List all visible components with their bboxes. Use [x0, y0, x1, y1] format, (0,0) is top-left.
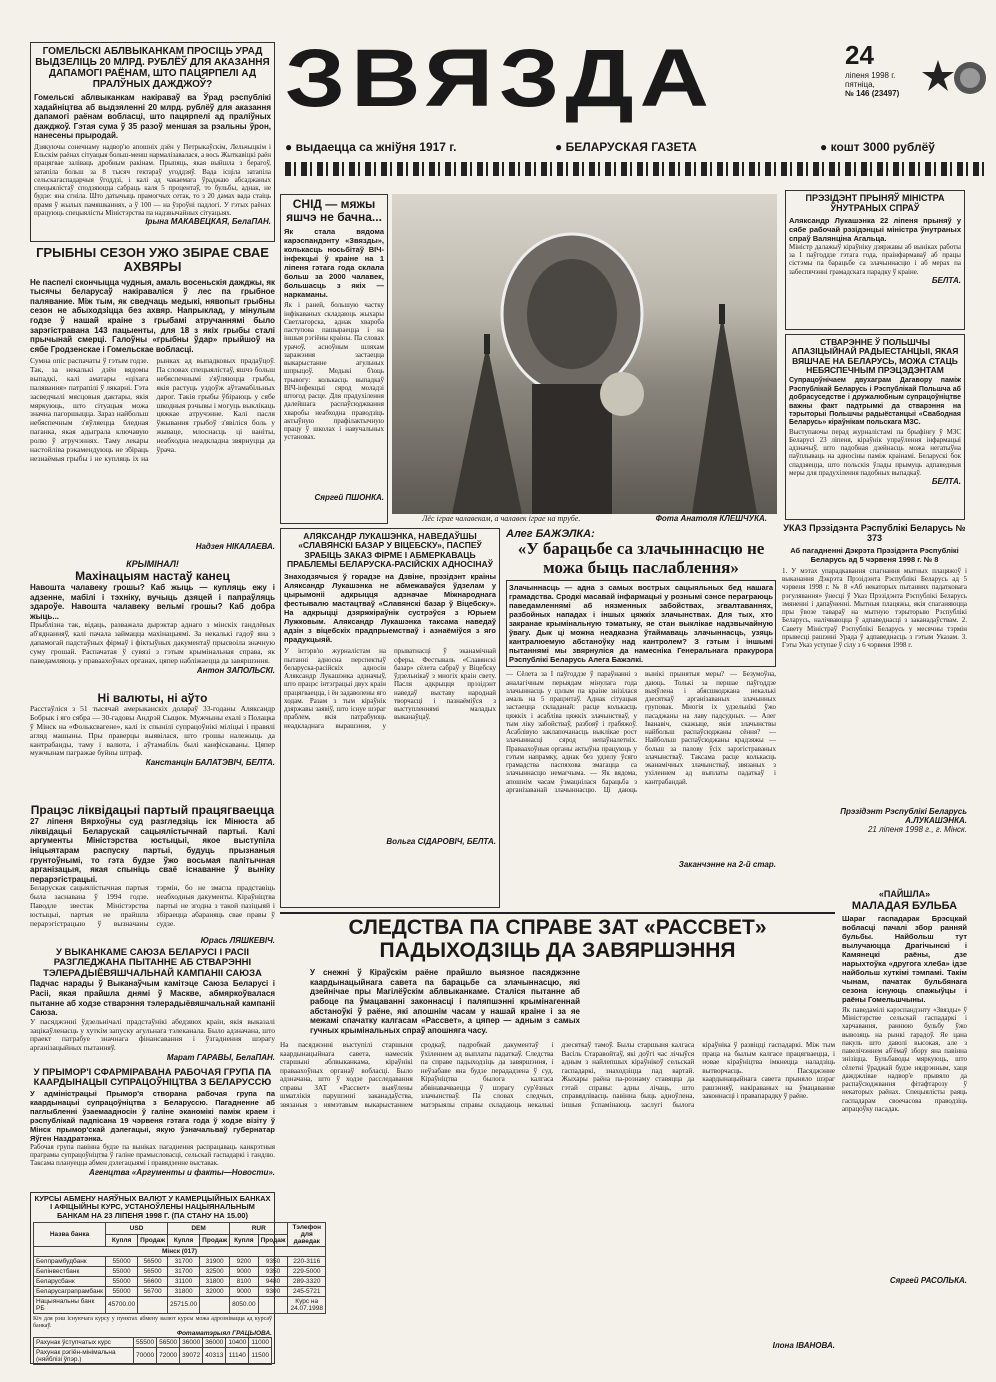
rates-summary-cell: 10400 — [226, 1337, 249, 1347]
party-body: Беларуская сацыялістычная партыя была заснавана ў 1994 годзе. Паводле звестак Міністэрства юстыцыі, партыя не прайшла перарэгістрацыю ў вызначаны тэрмін, бо не змагла прадставіць неабходныя дакументы. Кіраўніцтва партыі не згодна з такой пазіцыяй і збіраецца абараняць свае правы ў судзе. — [30, 883, 275, 928]
rates-cell: 9000 — [230, 1266, 259, 1276]
bazaar-article — [280, 528, 500, 908]
poland-headline: СТВАРЭННЕ Ў ПОЛЬШЧЫ АПАЗІЦЫЙНАЙ РАДЫЕСТАНЦЫІ, ЯКАЯ ВЯШЧАЕ НА БЕЛАРУСЬ, МОЖА СТАЦЬ НЕБЯСПЕЧНЫМ ПРЭЦЭДЭНТАМ — [791, 337, 959, 376]
rates-cell: 55000 — [106, 1266, 138, 1276]
masthead-logo: ЗВЯЗДА — [285, 32, 715, 124]
masthead-strip — [285, 140, 985, 158]
poland-article — [785, 334, 965, 520]
top-left-author: Ірына МАКАВЕЦКАЯ, БелаПАН. — [145, 217, 271, 227]
crime-body: Прыблізна так, відаць, разважала дырэктар аднаго з мінскіх гандлёвых аб'яднанняў, калі пачала займацца махінацыямі. За некалькі гадоў яна з дапамогай падстаўных фірмаў і фіктыўных дакументаў прысвоіла значную суму грошай. Распачатая ў сувязі з гэтым крымінальная справа, як паведамляюць у праваахоўных органах, цяпер набліжаецца да завяршэння. — [30, 620, 275, 665]
president-author: БЕЛТА. — [931, 275, 961, 285]
poland-lead: Супрацоўнічаем двухаграм Дагавору паміж Рэспублікай Беларусь і Рэспублікай Польшча аб добрасуседстве і дружалюбным супрацоўніцтве важны факт падтрымкі да стварэння на тэрыторыі Польшчы радыёстанцыі «Свабодная Беларусь» кіраўнікам польскага МЗС. — [789, 377, 961, 427]
rates-col-bank: Назва банка — [34, 1222, 106, 1246]
rates-cell: 9000 — [230, 1286, 259, 1296]
aids-body: Як і раней, большую частку інфікаваных складаюць жыхары Светлагорска, аднак хвароба паступова пашыраецца і на іншыя рэгіёны краіны. Па словах урачоў, асноўным шляхам заражэння застаецца выкарыстанне агульных шпрыцоў. Медыкі б'юць трывогу: колькасць выпадкаў ВІЧ-інфекцыі сярод моладзі штогод расце. Для прадухілення далейшага распаўсюджвання хваробы неабходна праводзіць актыўную прафілактычную працу ў школах і навучальных установах. — [284, 301, 384, 442]
crime-author: Антон ЗАПОЛЬСКІ. — [196, 665, 275, 675]
mushrooms-author: Надзея НІКАЛАЕВА. — [195, 542, 275, 552]
rates-summary-cell: 11500 — [249, 1347, 272, 1364]
potato-headline: МАЛАДАЯ БУЛЬБА — [851, 899, 958, 912]
rates-city: Мінск (017) — [34, 1246, 326, 1256]
tuba-player-illustration — [392, 194, 777, 514]
order-emblems — [920, 52, 990, 112]
rates-cell — [138, 1296, 168, 1313]
decree-body: 1. У мэтах упарадкавання спагнання мытных плацяжоў і выканання Дэкрэта Прэзідэнта Рэспублікі Беларусь ад 5 чэрвеня 1998 г. № 8 «Аб некаторых пытаннях падатковага рэгулявання» ўнесці ў Указ Прэзідэнта Рэспублікі Беларусь змяненні і дапаўненні. Мытныя плацяжы, якія спаганяюцца пры ўвозе тавараў на мытную тэрыторыю Рэспублікі Беларусь, налічваюцца ў адпаведнасці з заканадаўствам. 2. Савету Міністраў Рэспублікі Беларусь у месячны тэрмін прывесці рашэнні Урада ў адпаведнасць з гэтым Указам. 3. Гэты Указ уступае ў сілу з 6 чэрвеня 1998 г. — [782, 566, 967, 650]
rassvet-rule — [280, 912, 835, 914]
tuba-photo — [392, 194, 777, 514]
rates-summary-cell: 56500 — [157, 1337, 180, 1347]
primorye-headline: У ПРЫМОР'І СФАРМІРАВАНА РАБОЧАЯ ГРУПА ПА КААРДЫНАЦЫІ СУПРАЦОЎНІЦТВА З БЕЛАРУССЮ — [33, 1067, 272, 1089]
rassvet-lead: У снежні ў Кіраўскім раёне прайшло выязное пасяджэнне каардынацыйнага савета па барацьбе са злачыннасцю, які дзейнічае пры Магілёўскім аблвыканкаме. Сталіся пытанне аб рабоце па ўмацаванні законнасці і паляпшэнні крымінагеннай абстаноўкі ў раёне, які апошнім часам у нашай краіне і за яе межамі спачатку калгасам «Рассвет», а цяпер — адным з самых гучных крымінальных спраў апошняга часу. — [310, 968, 580, 1035]
rates-cell: 45700.00 — [106, 1296, 138, 1313]
rates-sell-usd: Продаж — [138, 1234, 168, 1246]
rates-summary-cell: 11000 — [249, 1337, 272, 1347]
aids-lead: Як стала вядома карэспандэнту «Звязды», колькасць носьбітаў ВІЧ-інфекцыі ў краіне на 1 ліпеня гэтага года склала больш за 2000 чалавек, большасць з якіх — наркаманы. — [284, 227, 384, 300]
founded-label: ● выдаецца са жніўня 1917 г. — [285, 140, 457, 154]
rates-table-block — [30, 1192, 323, 1364]
rates-summary-row — [34, 1337, 272, 1347]
crime-headline: Махінацыям настаў канец — [75, 568, 230, 583]
union-headline: У ВЫКАНКАМЕ САЮЗА БЕЛАРУСІ І РАСІІ РАЗГЛЕДЖАНА ПЫТАННЕ АБ СТВАРЭННІ ТЭЛЕРАДЫЁВЯШЧАЛЬНАЙ КАМПАНІІ САЮЗА — [43, 947, 262, 979]
rates-summary-cell: 36000 — [203, 1337, 226, 1347]
issue-day: 24 — [845, 40, 874, 70]
rates-author: Фотаматэрыял ГРАЦЫОВА. — [176, 1329, 272, 1337]
rates-cell: 31900 — [200, 1256, 230, 1266]
potato-body: Як паведамілі карэспандэнту «Звязды» ў Міністэрстве сельскай гаспадаркі і харчавання, раннюю бульбу ўжо вывозяць на рынкі гарадоў. Яе цана пакуль што даволі высокая, але з павелічэннем аб'ёмаў збору яна павінна знізіцца. Бульбаводы мяркуюць, што сёлетні ўраджай будзе нядрэнным, хаця дажджлівае надвор'е прывяло да распаўсюджвання фітафтарозу ў некаторых раёнах. Спецыялісты раяць гаспадарам своечасова праводзіць апрацоўку пасадак. — [842, 1005, 967, 1113]
party-headline: Працэс ліквідацыі партый працягваецца — [30, 803, 275, 817]
rates-cell: 8050.00 — [230, 1296, 259, 1313]
decree-signer: Прэзідэнт Рэспублікі Беларусь А.ЛУКАШЭНКА. — [840, 806, 967, 825]
mushrooms-lead: Не паспелі скончыцца чудныя, амаль восеньскія дажджы, як тысячы беларусаў накіраваліся ў лес па грыбное палявание. Між тым, як сведчаць медыкі, нявопыт грыбны сезон не абыходзіцца без ахвяр. Напрыклад, у мінулым годзе ў нашай краіне з грыбамі атручаннямі было зарэгістравана 143 пацыенты, для 18 з якіх грыбы сталі прычынай смерці. Галоўны «грыбны ўдар» прыйшоў на сябе Гродзенскае і Гомельскае вобласці. — [30, 277, 275, 354]
order-medal-icon — [920, 52, 990, 112]
poland-author: БЕЛТА. — [931, 477, 961, 487]
rates-cell: 55000 — [106, 1256, 138, 1266]
bazaar-author: Вольга СІДАРОВІЧ, БЕЛТА. — [386, 837, 496, 847]
date-block — [845, 40, 920, 100]
rates-summary-cell: 40313 — [203, 1347, 226, 1364]
aids-article — [280, 194, 388, 524]
top-left-body: Дзякуючы сонечнаму надвор'ю апошніх дзён у Петрыкаўскім, Лельчыцкім і Ельскім раёнах сітуацыя больш-менш нармалізавалася, а вось Жыткавіцкі раён працягвае заліваць дробным ракінам. Прыпяць, якая выйшла з берагоў, затапіла больш за 8 тысяч гектараў угоддзяў. Вада ісціла затапіла сельскагаспадарчыя ўгоддзі, і калі ад чакаемага ўраджаю абсаджаных спецыялістаў сподзяюцца сабраць каля 5 процентаў, то бульбы, аднак, не будзе: яна сгніла. Што датычыць прамогчых сетак, то з 20 дамах вада стаіць прамя ў жылых памяшканнях, а ў 100 — на ўзроўні падлогі. У гэтых раёнах працуюць спецыялісты Міністэрства па надзвычайных сітуацыях. — [34, 142, 271, 217]
subtitle-label: ● БЕЛАРУСКАЯ ГАЗЕТА — [555, 140, 697, 154]
party-article — [30, 804, 275, 944]
rates-col-other: Тэлефон для даведак — [288, 1222, 326, 1246]
president-body: Міністр далажыў кіраўніку дзяржавы аб выніках работы за І паўгоддзе гэтага года, праінфармаваў аб працы сістэмы па барацьбе са злачыннасцю і аб мерах па забеспячэнні грамадскага парадку ў краіне. — [789, 242, 961, 276]
rates-cell: 229-5000 — [288, 1266, 326, 1276]
rates-summary-row — [34, 1347, 272, 1364]
rates-cell: Нацыянальны банк РБ — [34, 1296, 106, 1313]
decree-date: 21 ліпеня 1998 г., г. Мінск. — [867, 824, 967, 834]
rates-cell: 9200 — [230, 1256, 259, 1266]
rates-cell: 31800 — [200, 1276, 230, 1286]
photo-caption-row — [392, 514, 777, 526]
rates-headline: КУРСЫ АБМЕНУ НАЯЎНЫХ ВАЛЮТ У КАМЕРЦЫЙНЫХ БАНКАХ І АФІЦЫЙНЫ КУРС, УСТАНОЎЛЕНЫ НАЦЫЯНАЛЬНЫМ БАНКАМ НА 23 ЛІПЕНЯ 1998 Г. (ПА СТАНУ НА 15.00) — [34, 1194, 271, 1220]
crime-lead: Навошта чалавеку грошы? Каб жыць — купляць ежу і адзенне, мабілі і тэхніку, вучыць дзяцей і папраўляць здароўе. Навошта чалавеку вельмі грошы? Каб добра жыць... — [30, 583, 275, 621]
potato-article — [842, 890, 967, 1365]
rates-cell: 31700 — [168, 1266, 200, 1276]
interview-continued: Заканчэнне на 2-й стар. — [678, 860, 776, 870]
president-lead: Аляксандр Лукашэнка 22 ліпеня прыняў у сябе рабочай рэзідэнцыі міністра ўнутраных спраў Валянціна Агальца. — [789, 215, 961, 243]
top-left-lead: Гомельскі аблвыканкам накіраваў ва Ўрад рэспублікі хадайніцтва аб выдзяленні 20 млрд. рублёў для аказання дапамогі раёнам вобласці, што пацярпелі ад праліўных дажджоў. Гэтая сума ў 35 разоў меншая за рэальны ўрон, нанесены прыродай. — [34, 93, 271, 141]
potato-author: Сяргей РАСОЛЬКА. — [889, 1275, 967, 1285]
issue-date-line: ліпеня 1998 г. пятніца, — [845, 71, 896, 89]
rates-cell: 9300 — [258, 1286, 288, 1296]
rates-summary-cell: 11140 — [226, 1347, 249, 1364]
rates-cell: 25715.00 — [168, 1296, 200, 1313]
rates-cell: 9350 — [258, 1256, 288, 1266]
rates-col-usd: USD — [106, 1222, 168, 1234]
president-headline: ПРЭЗІДЭНТ ПРЫНЯЎ МІНІСТРА ЎНУТРАНЫХ СПРАЎ — [805, 193, 945, 213]
masthead-title — [285, 32, 845, 148]
rates-cell: 31100 — [168, 1276, 200, 1286]
rates-summary-cell: 36000 — [180, 1337, 203, 1347]
currency-article — [30, 692, 275, 800]
rates-cell: 31700 — [168, 1256, 200, 1266]
rates-col-dem: DEM — [168, 1222, 230, 1234]
rates-cell: 32500 — [200, 1266, 230, 1276]
primorye-body: Рабочая група павінна будзе па выніках пагаднення распрацаваць канкрэтныя праграмы супрацоўніцтва ў галіне прамысловасці, сельскай гаспадаркі і гандлю. Таксама плануецца абмен дэлегацыямі і правядзенне выставак. — [30, 1142, 275, 1168]
rates-cell: Белпрамбудбанк — [34, 1256, 106, 1266]
rassvet-body: На пасяджэнні выступілі старшыня каардынацыйнага савета, намеснік старшыні аблвыканкама, кіраўнікі праваахоўных органаў вобласці. Было адзначана, што ў ходзе расследавання справы ЗАТ «Рассвет» выяўлены шматлікія парушэнні заканадаўства, звязаныя з нямэтавым выкарыстаннем сродкаў, падробкай дакументаў і ўхіленнем ад выплаты падаткаў. Следства па справе падыходзіць да завяршэння, і неўзабаве яна будзе перададзена ў суд. Кіраўніцтва былога калгаса абвінавачваецца ў шэрагу сур'ёзных злачынстваў. Па словах следчых, матэрыялы справы складаюць некалькі дзесяткаў тамоў. Былы старшыня калгаса Васіль Старавойтаў, які доўгі час лічыўся адным з найлепшых кіраўнікоў сельскай гаспадаркі, знаходзіцца пад вартай. Жыхары раёна па-рознаму ставяцца да гэтай справы: адны лічаць, што справядлівасць павінна быць адноўлена, іншыя ўспамінаюць заслугі былога кіраўніка ў развіцці гаспадаркі. Між тым праца на былым калгасе працягваецца, і новае кіраўніцтва імкнецца наладзіць вытворчасць. Пасяджэнне каардынацыйнага савета прыняло шэраг рашэнняў, накіраваных на ўмацаванне законнасці і правапарадку ў раёне. — [280, 1041, 835, 1109]
rates-cell: 8100 — [230, 1276, 259, 1286]
rates-col-rur: RUR — [230, 1222, 288, 1234]
rates-cell: 9480 — [258, 1276, 288, 1286]
potato-rubric: «ПАЙШЛА» — [878, 889, 931, 899]
rates-cell: Беларусаграпрамбанк — [34, 1286, 106, 1296]
rates-cell: 245-5721 — [288, 1286, 326, 1296]
crime-rubric: КРЫМІНАЛ! — [126, 559, 179, 569]
rates-cell: 289-3320 — [288, 1276, 326, 1286]
decree-subtitle: Аб пагадненні Дэкрэта Прэзідэнта Рэспублікі Беларусь ад 5 чэрвеня 1998 г. № 8 — [790, 545, 959, 564]
primorye-lead: У адміністрацыі Прымор'я створана рабочая група па каардынацыі супрацоўніцтва з Беларуссю. Пагадненне аб паглыбленні ўзаемаадносін ў галіне эканомікі паміж краем і рэспублікай падпісана 19 чэрвеня гэтага года ў ходзе візіту ў Мінск прымор'скай дэлегацыі, якую ўзначальваў губернатар Яўген Наздратэнка. — [30, 1088, 275, 1143]
rates-summary-cell: Рахунак рэгіён-мінімальна (няйблізі ўпэр.) — [34, 1347, 134, 1364]
rates-cell — [200, 1296, 230, 1313]
rates-summary-cell: 72000 — [157, 1347, 180, 1364]
bazaar-body: У інтэрв'ю журналістам на пытанні адносна перспектыў беларуска-расійскіх адносін Аляксандр Лукашэнка адзначыў, што працэс інтэграцыі двух краін працягваецца, і ён задаволены яго ходам. Разам з тым кіраўнік дзяржавы заявіў, што існуе шэраг праблем, якія патрабуюць неадкладнага вырашэння, у прыватнасці ў эканамічнай сферы. Фестываль «Славянскі базар» сёлета сабраў у Віцебску ўдзельнікаў з многіх краін свету. Пасля адкрыцця прэзідэнт наведаў выставу народнай творчасці і пазнаёміўся з выступленнямі маладых выканаўцаў. — [284, 647, 496, 730]
top-left-headline: ГОМЕЛЬСКІ АБЛВЫКАНКАМ ПРОСІЦЬ УРАД ВЫДЗЕЛІЦЬ 20 МЛРД. РУБЛЁЎ ДЛЯ АКАЗАННЯ ДАПАМОГІ РАЁНАМ, ШТО ПАЦЯРПЕЛІ АД ПРАЛЎНЫХ ДАЖДЖОЎ? — [35, 46, 270, 90]
rassvet-article — [280, 916, 835, 1366]
rates-cell: 55000 — [106, 1286, 138, 1296]
aids-headline: СНІД — мяжы яшчэ не бачна... — [286, 197, 382, 225]
mushrooms-article — [30, 246, 275, 556]
rates-cell: 56500 — [138, 1256, 168, 1266]
top-left-article — [30, 42, 275, 242]
currency-body: Расстаўліся з 51 тысячай амерыканскіх долараў 33-годаны Аляксандр Бобрык і яго сябра — 30-гадовы Андрэй Сыцюк. Мужчыны ехалі з Полацка ў Мінск на «Фольксвагене», калі іх спынілі супрацоўнікі міліцыі і правялі агляд машыны. Пры праверцы выявілася, што грошы належыць да кантрабанды, таму і валюта, і аўтамабіль былі канфіскаваны. Цяпер мужчынам пагражае буйны штраф. — [30, 704, 275, 758]
rassvet-headline: СЛЕДСТВА ПА СПРАВЕ ЗАТ «РАССВЕТ» ПАДЫХОДЗІЦЬ ДА ЗАВЯРШЭННЯ — [348, 916, 767, 963]
rates-cell: Курс на 24.07.1998 — [288, 1296, 326, 1313]
primorye-article — [30, 1068, 275, 1190]
issue-number: № 146 (23497) — [845, 89, 900, 98]
poland-body: Выступаючы перад журналістамі па брыфінгу ў МЗС Беларусі 23 ліпеня, кіраўнік упраўлення інфармацыі адзначыў, што падобная дзейнасць можа негатыўна паўплываць на адносіны паміж краінамі. Беларускі бок спадзяецца, што польскія ўлады прымуць адпаведныя меры для прадухілення падобных выпадкаў. — [789, 427, 961, 477]
currency-headline: Ні валюты, ні аўто — [97, 691, 208, 705]
interview-kicker: Алег БАЖЭЛКА: — [506, 528, 595, 540]
rassvet-author: Ілона ІВАНОВА. — [772, 1341, 835, 1351]
interview-headline: «У барацьбе са злачыннасцю не можа быць паслаблення» — [517, 539, 765, 577]
rates-summary-cell: 39072 — [180, 1347, 203, 1364]
rates-summary-cell: 55500 — [134, 1337, 157, 1347]
rates-note: Кіч для рэш існуючага курсу у пунктах абмену валют курсы можа адрознівацца ад курсаў банкаў. — [33, 1315, 272, 1329]
rates-sell-rur: Продаж — [258, 1234, 288, 1246]
rates-summary-table — [33, 1337, 272, 1365]
rates-cell: 220-3116 — [288, 1256, 326, 1266]
rates-summary-cell: 70000 — [134, 1347, 157, 1364]
rates-cell: 32000 — [200, 1286, 230, 1296]
primorye-author: Агенцтва «Аргументы и факты—Новости». — [89, 1167, 275, 1177]
union-body: У пасяджэнні ўдзельнічалі прадстаўнікі абедзвюх краін, якія выказалі зацікаўленасць у хуткім запуску агульнага тэлеканала. Было адзначана, што праект патрабуе значнага фінансавання і ўзгаднення шэрагу арганізацыйных пытанняў. — [30, 1016, 275, 1053]
party-lead: 27 ліпеня Вярхоўны суд разгледзіць іск Мінюста аб ліквідацыі Беларускай сацыялістычнай партыі. Калі аргументы Міністэрства юстыцыі, якое выступіла ініцыятарам распуску партыі, будуць прызнаныя грунтоўнымі, то гэта будзе ўжо восьмая палітычная арганізацыя, якая спыніць сваё існаванне ў выніку перарэгістрацыі. — [30, 817, 275, 884]
mushrooms-body: Сумна опіс распачаты ў гэтым годзе. Так, за некалькі дзён вядомы выпадкі, калі аматары «ціхага палявання» патрапілі ў лякарні. Гэта засведчылі мясцовыя дактары, якія мяркуюць, што сітуацыя можа значна пагоршыцца. Зараз найбольш небяспечным з'яўляецца бледная паганка, якая адыграла ключавую ролю ў атручэннях. Таму лекары настойліва рэкамендуюць не збіраць незнаёмыя грыбы і не купляць іх на рынках ад выпадковых прадаўцоў. Па словах спецыялістаў, яшчэ больш небяспечнымі з'яўляюцца грыбы, якія растуць уздоўж аўтамабільных дарог. Такія грыбы ўбіраюць у сябе шкодныя рэчывы і могуць выклікаць цяжкае атручэнне. Калі пасля ўжывання грыбоў з'явіліся боль у жываце, млоснасць ці ваніты, неабходна неадкладна звярнуцца да ўрача. — [30, 356, 275, 463]
interview-body: — Сёлета за І паўгоддзе ў параўнанні з аналагічным перыядам мінулага года злачыннасць у цэлым па краіне знізілася амаль на 5 працэнтаў. Аднак сітуацыя застаецца складанай: расце колькасць цяжкіх і асабліва цяжкіх злачынстваў, у тым ліку забойстваў, разбояў і грабяжоў. Асаблівую заклапочанасць выклікае рост злачыннасці сярод непаўналетніх. Праваахоўныя органы актыўна працуюць у гэтым напрамку, аднак без удзелу ўсяго грамадства паспяхова змагацца са злачыннасцю немагчыма. — Як вядома, апошнім часам ўзмацнілася барацьба з арганізаванай злачыннасцю. Ці даюць вынікі прынятыя меры? — Безумоўна, даюць. Толькі за першае паўгоддзе выяўлена і абясшкоджана некалькі дзесяткаў арганізаваных злачынных груповак. Многія іх удзельнікі ўжо пасаджаны на лаву падсудных. — Алег Іванавіч, скажыце, якія злачынствы найбольш распаўсюджаны сёння? — Найбольш распаўсюджаны крадзяжы — больш за палову ўсіх зарэгістраваных злачынстваў. Таксама расце колькасць эканамічных злачынстваў, звязаных з ухіленнем ад выплаты падаткаў і кантрабандай. — [506, 670, 776, 794]
aids-author: Сяргей ПШОНКА. — [314, 493, 384, 503]
rates-buy-rur: Купля — [230, 1234, 259, 1246]
rates-cell: 9350 — [258, 1266, 288, 1276]
crime-article — [30, 560, 275, 690]
price-label: ● кошт 3000 рублёў — [820, 140, 935, 154]
mushrooms-headline: ГРЫБНЫ СЕЗОН УЖО ЗБІРАЕ СВАЕ АХВЯРЫ — [36, 245, 269, 275]
rates-cell: 31800 — [168, 1286, 200, 1296]
rates-cell: Беларусбанк — [34, 1276, 106, 1286]
currency-author: Канстанцін БАЛАТЭВІЧ, БЕЛТА. — [145, 758, 275, 768]
union-lead: Падчас нарады ў Выканаўчым камітэце Саюза Беларусі і Расіі, якая прайшла днямі ў Маскве, абмяркоўвалася пытанне аб ходзе стварэння тэлерадыёвяшчальнай кампаніі Саюза. — [30, 979, 275, 1018]
rates-sell-dem: Продаж — [200, 1234, 230, 1246]
rates-cell: 56600 — [138, 1276, 168, 1286]
potato-lead: Шараг гаспадарак Брэсцкай вобласці пачалі збор ранняй бульбы. Найбольш тут вылучаюцца Драгічынскі і Камянецкі раёны, дзе нарыхтоўка «другога хлеба» ідзе найбольш хуткімі тэмпамі. Такім чынам, пачатак бульбянага сезона існуюць спажыўцы і раёны Гомельшчыны. — [842, 913, 967, 1004]
union-article — [30, 948, 275, 1066]
crime-interview — [506, 528, 776, 908]
photo-credit: Фота Анатоля КЛЕШЧУКА. — [655, 514, 767, 523]
interview-lead: Злачыннасць — адна з самых вострых сацыяльных бед нашага грамадства. Сродкі масавай інфармацыі у рознымі сэнсе пераграюць паведамленнямі аб нязменных забойствах, згвалтаваннях, разбойных нападах і іншых цяжкіх злачынствах. Для тых, хто закранае крымінальную тэматыку, яе стан выклікае надзвычайную ўвагу. Дык ці можна неадказна ўтаймаваць злачыннасць, узяць кантралюемую абстаноўку над кантролем? З гэтым і іншымі пытаннямі мы звярнуліся да намесніка Генеральнага пракурора Рэспублікі Беларусь Алега Бажэлкі. — [506, 580, 776, 667]
rates-summary-cell: Рахунак ўступчатых курс — [34, 1337, 134, 1347]
bazaar-headline: АЛЯКСАНДР ЛУКАШЭНКА, НАВЕДАЎШЫ «СЛАВЯНСКІ БАЗАР У ВІЦЕБСКУ», ПАСПЕЎ ЗРАБІЦЬ ЗАКАЗ ФІРМЕ І АБМЕРКАВАЦЬ ПРАБЛЕМЫ БЕЛАРУСКА-РАСІЙСКІХ АДНОСІНАЎ — [287, 531, 493, 570]
bazaar-lead: Знаходзячыся ў горадзе на Дзвіне, прэзідэнт краіны Аляксандр Лукашэнка не абмежаваўся ўдзелам у цырымоніі адкрыцця адзначае Міжнароднага фестывалю мастацтваў «Славянскі базар ў Віцебску». На адкрыцці дзяржкіраўнік сустрэўся з Юрыем Лужковым. Аляксандр Лукашэнка таксама наведаў адзін з віцебскіх прадпрыемстваў і азнаёміўся з яго прадукцыяй. — [284, 572, 496, 645]
party-author: Юрась ЛЯШКЕВІЧ. — [200, 936, 275, 946]
ornament-border — [285, 162, 985, 176]
union-author: Марат ГАРАВЫ, БелаПАН. — [166, 1053, 275, 1063]
president-article — [785, 190, 965, 330]
rates-cell: 55000 — [106, 1276, 138, 1286]
decree-article — [782, 524, 967, 884]
rates-cell: 56700 — [138, 1286, 168, 1296]
rates-buy-usd: Купля — [106, 1234, 138, 1246]
rates-cell: 56500 — [138, 1266, 168, 1276]
decree-title: УКАЗ Прэзідэнта Рэспублікі Беларусь № 373 — [783, 523, 966, 543]
rates-buy-dem: Купля — [168, 1234, 200, 1246]
photo-caption: Лёс іграе чалавекам, а чалавек іграе на трубе. — [422, 514, 581, 523]
rates-summary-body — [34, 1337, 272, 1364]
rates-cell: Белінвестбанк — [34, 1266, 106, 1276]
